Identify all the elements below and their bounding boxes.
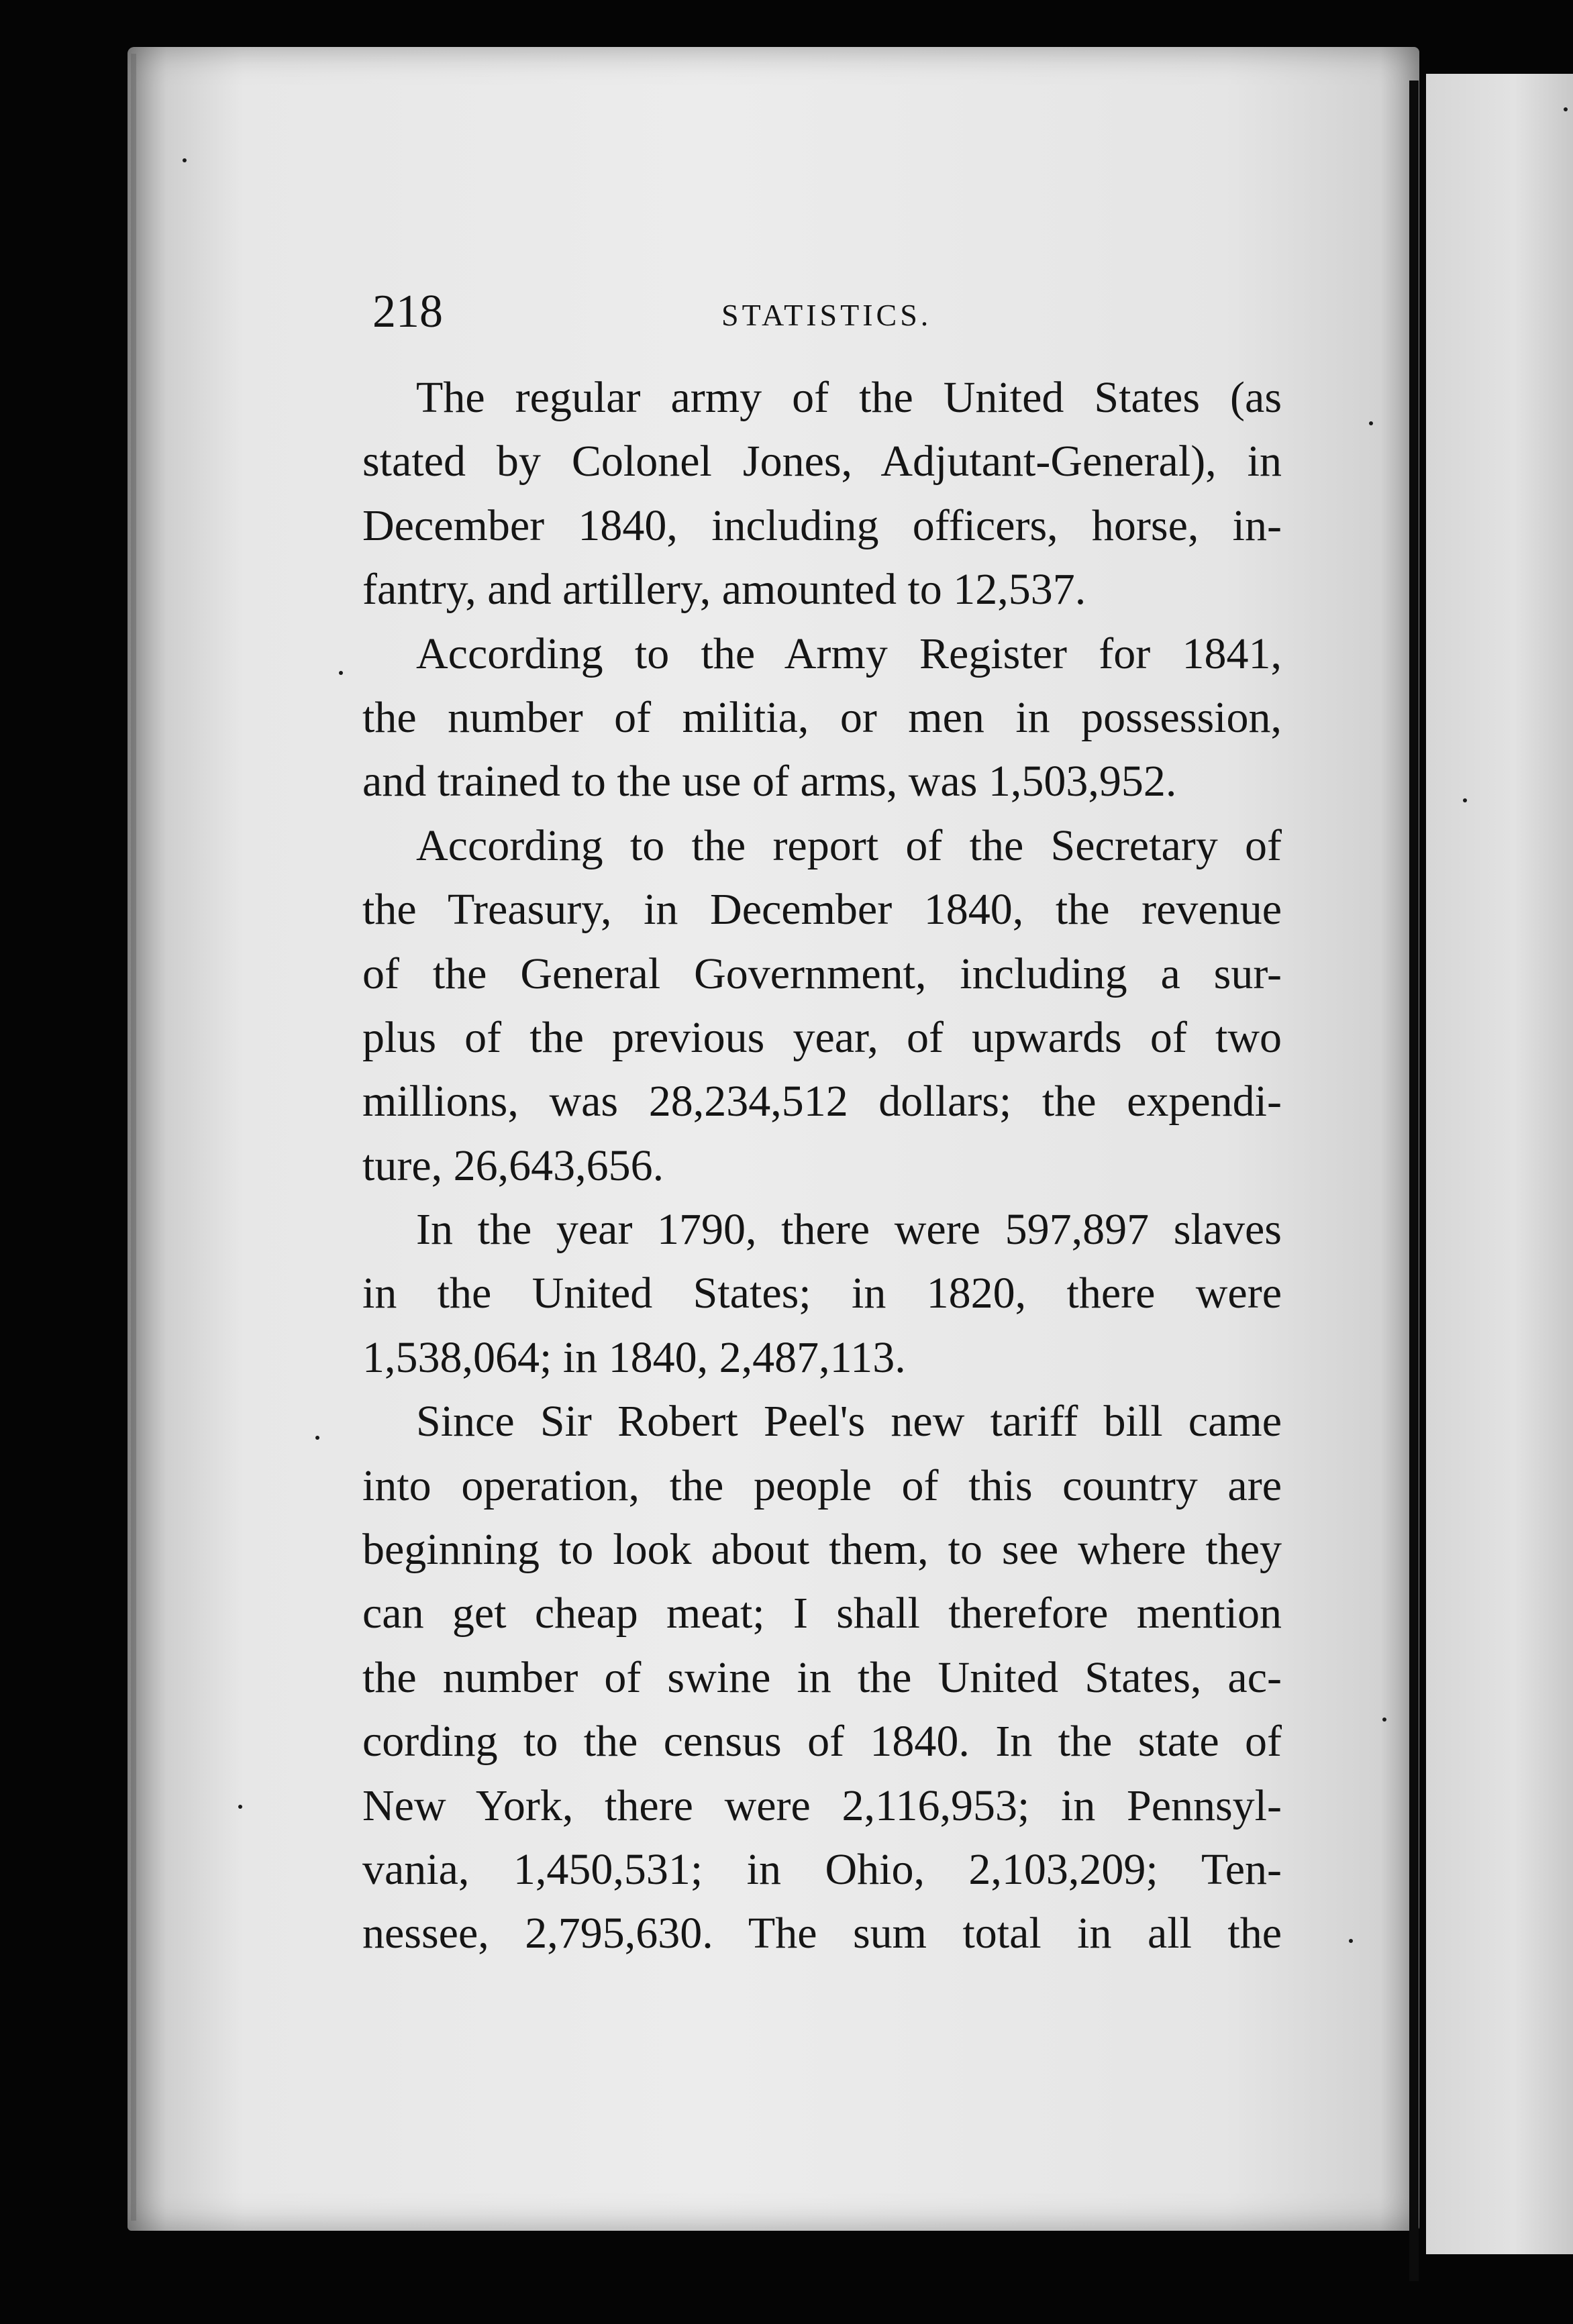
- body-text: [362, 366, 1282, 1966]
- speck: [238, 1805, 242, 1809]
- text-line: plus of the previous year, of upwards of two: [362, 1012, 1282, 1062]
- text-line: the number of militia, or men in possession,: [362, 692, 1282, 742]
- text-line: cording to the census of 1840. In the state of: [362, 1717, 1282, 1766]
- speck: [1564, 107, 1568, 111]
- speck: [1382, 1718, 1386, 1722]
- speck: [315, 1436, 319, 1440]
- text-line: vania, 1,450,531; in Ohio, 2,103,209; Ten-: [362, 1844, 1282, 1894]
- paragraph: [362, 1389, 1282, 1966]
- page-edge-shadow: [131, 54, 136, 2221]
- paragraph: [362, 366, 1282, 622]
- text-line: stated by Colonel Jones, Adjutant-General), in: [362, 437, 1282, 486]
- speck: [339, 671, 343, 675]
- speck: [183, 158, 187, 162]
- text-line: in the United States; in 1820, there were: [362, 1269, 1282, 1318]
- page-number: 218: [372, 286, 443, 337]
- text-line: New York, there were 2,116,953; in Pennsyl-: [362, 1781, 1282, 1830]
- text-line: ture, 26,643,656.: [362, 1141, 664, 1190]
- page-header: [372, 285, 1285, 346]
- text-line: into operation, the people of this country are: [362, 1461, 1282, 1510]
- text-line: can get cheap meat; I shall therefore mention: [362, 1589, 1282, 1638]
- text-line: In the year 1790, there were 597,897 slaves: [416, 1205, 1282, 1255]
- text-line: the Treasury, in December 1840, the revenue: [362, 885, 1282, 935]
- text-line: and trained to the use of arms, was 1,503,952.: [362, 757, 1177, 806]
- text-line: December 1840, including officers, horse, in-: [362, 500, 1282, 550]
- text-line: The regular army of the United States (as: [416, 373, 1282, 422]
- text-line: millions, was 28,234,512 dollars; the expendi-: [362, 1077, 1282, 1126]
- paragraph: [362, 814, 1282, 1198]
- text-line: fantry, and artillery, amounted to 12,537.: [362, 565, 1086, 615]
- text-line: of the General Government, including a sur-: [362, 949, 1282, 998]
- speck: [1349, 1939, 1353, 1943]
- running-head: STATISTICS.: [721, 298, 932, 332]
- text-line: Since Sir Robert Peel's new tariff bill came: [416, 1397, 1282, 1446]
- paragraph: [362, 1198, 1282, 1389]
- text-line: According to the Army Register for 1841,: [416, 629, 1282, 678]
- text-line: 1,538,064; in 1840, 2,487,113.: [362, 1332, 906, 1382]
- facing-page-edge: [1426, 74, 1573, 2254]
- book-gutter: [1409, 81, 1419, 2281]
- text-line: nessee, 2,795,630. The sum total in all the: [362, 1909, 1282, 1958]
- speck: [1463, 798, 1467, 802]
- text-line: beginning to look about them, to see where they: [362, 1525, 1282, 1575]
- paragraph: [362, 622, 1282, 814]
- speck: [1369, 421, 1373, 425]
- text-line: According to the report of the Secretary of: [416, 821, 1282, 870]
- text-line: the number of swine in the United States, ac-: [362, 1652, 1282, 1702]
